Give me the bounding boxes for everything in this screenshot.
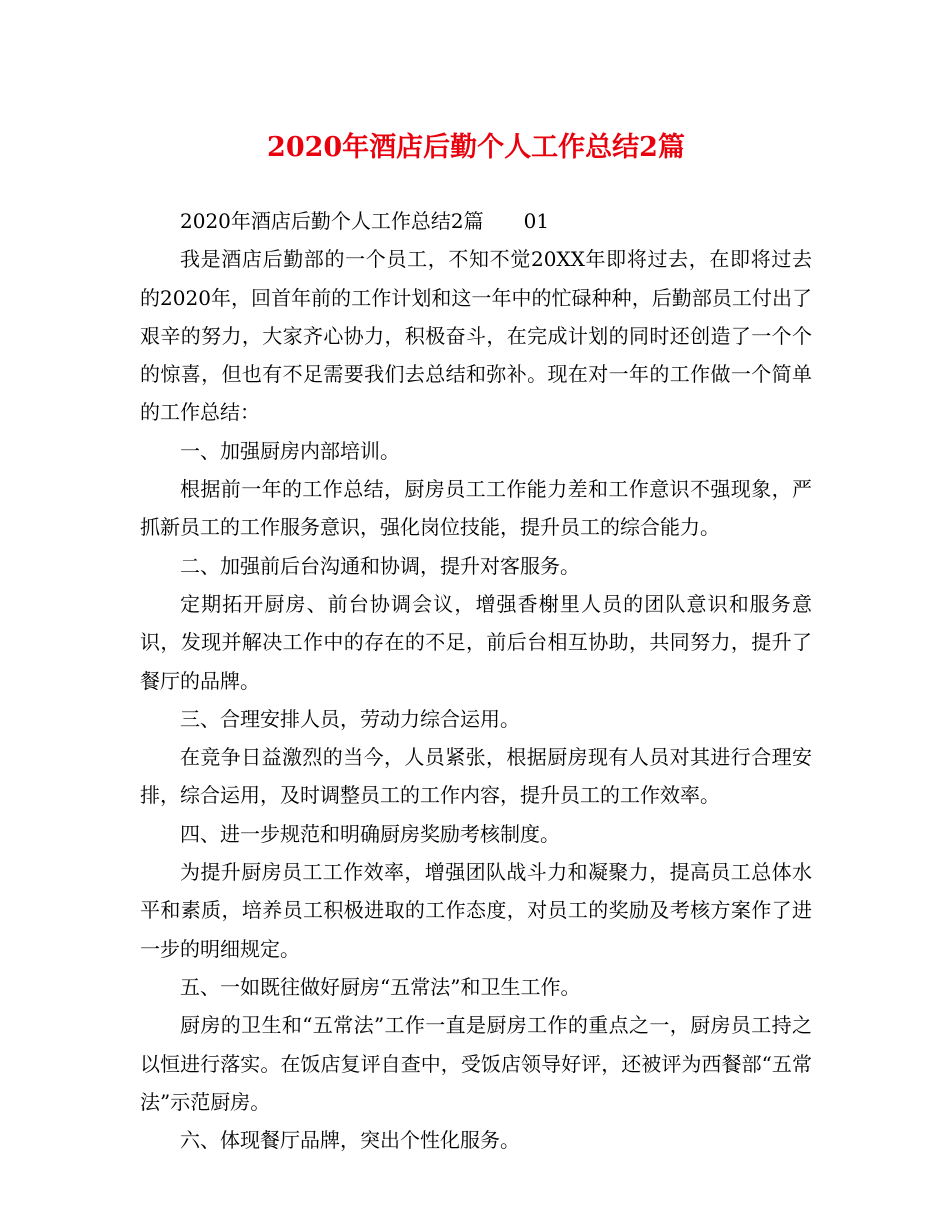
section-heading-6: 六、体现餐厅品牌，突出个性化服务。 (180, 1128, 520, 1153)
section-heading-3: 三、合理安排人员，劳动力综合运用。 (180, 706, 520, 731)
paragraph-1: 根据前一年的工作总结，厨房员工工作能力差和工作意识不强现象，严抓新员工的工作服务意识，强化岗位技能，提升员工的综合能力。 (140, 477, 812, 540)
section-heading-5: 五、一如既往做好厨房“五常法”和卫生工作。 (180, 974, 581, 999)
document-body (140, 202, 812, 1159)
paragraph-3: 在竞争日益激烈的当今，人员紧张，根据厨房现有人员对其进行合理安排，综合运用，及时调整员工的工作内容，提升员工的工作效率。 (140, 745, 812, 808)
document-title: 2020年酒店后勤个人工作总结2篇 (267, 132, 685, 163)
section-heading-4: 四、进一步规范和明确厨房奖励考核制度。 (180, 821, 560, 846)
paragraph-5: 厨房的卫生和“五常法”工作一直是厨房工作的重点之一，厨房员工持之以恒进行落实。在饭店复评自查中，受饭店领导好评，还被评为西餐部“五常法”示范厨房。 (140, 1013, 812, 1114)
paragraph-4: 为提升厨房员工工作效率，增强团队战斗力和凝聚力，提高员工总体水平和素质，培养员工积极进取的工作态度，对员工的奖励及考核方案作了进一步的明细规定。 (140, 860, 812, 961)
section-heading-2: 二、加强前后台沟通和协调，提升对客服务。 (180, 553, 580, 578)
document-subtitle: 2020年酒店后勤个人工作总结2篇 01 (180, 209, 550, 233)
paragraph-intro: 我是酒店后勤部的一个员工，不知不觉20XX年即将过去，在即将过去的2020年，回首年前的工作计划和这一年中的忙碌种种，后勤部员工付出了艰辛的努力，大家齐心协力，积极奋斗，在完成计划的同时还创造了一个个的惊喜，但也有不足需要我们去总结和弥补。现在对一年的工作做一个简单的工作总结： (140, 247, 812, 425)
paragraph-2: 定期拓开厨房、前台协调会议，增强香榭里人员的团队意识和服务意识，发现并解决工作中的存在的不足，前后台相互协助，共同努力，提升了餐厅的品牌。 (140, 591, 812, 693)
section-heading-1: 一、加强厨房内部培训。 (180, 438, 400, 463)
